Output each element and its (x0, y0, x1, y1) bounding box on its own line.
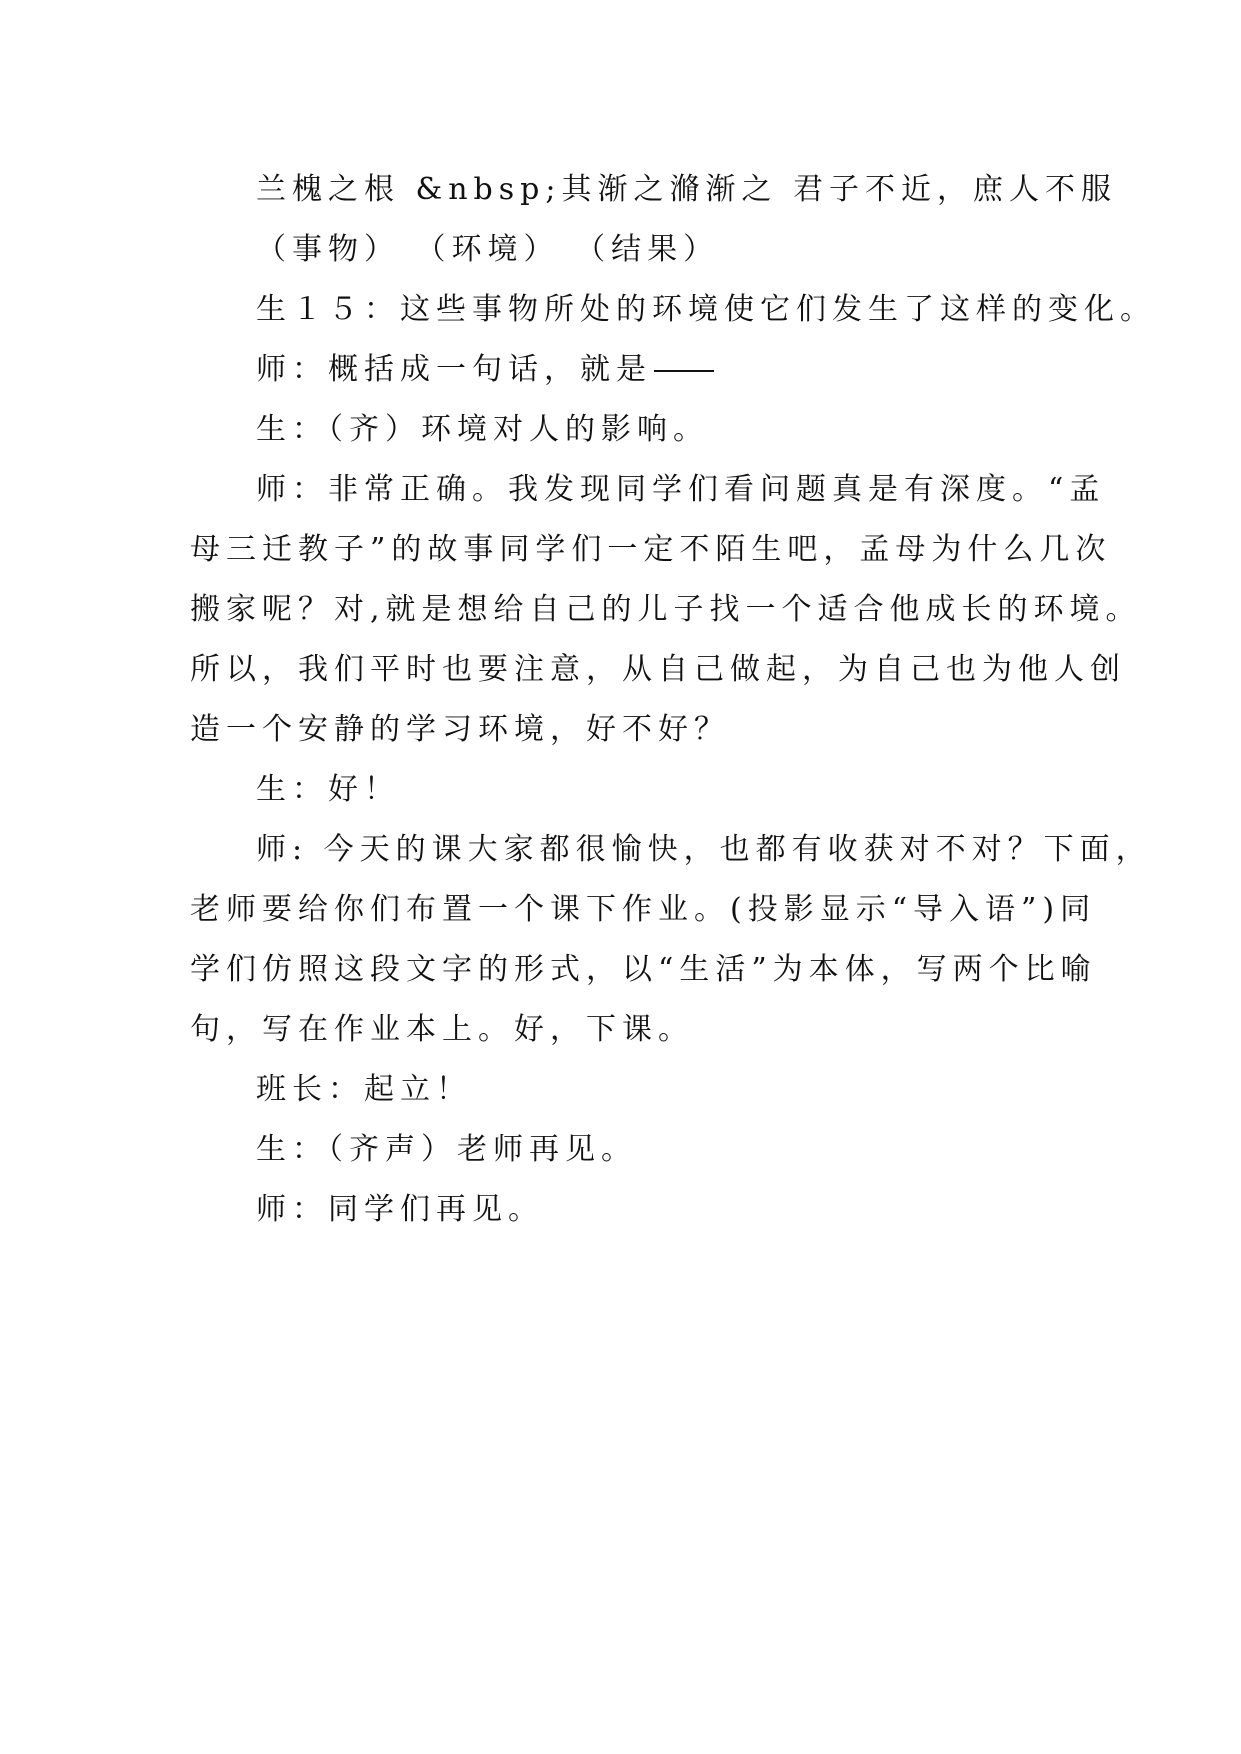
text-line: 生：（齐声）老师再见。 (256, 1132, 637, 1167)
text-line: 老师要给你们布置一个课下作业。(投影显示“导入语”)同 (190, 892, 1097, 927)
text-line: 句，写在作业本上。好，下课。 (190, 1012, 694, 1047)
text-line: 搬家呢？对,就是想给自己的儿子找一个适合他成长的环境。 (190, 592, 1142, 627)
text-line: 母三迁教子”的故事同学们一定不陌生吧，孟母为什么几次 (190, 532, 1112, 567)
document-body (190, 160, 1156, 1240)
text-line: 班长：起立！ (256, 1072, 472, 1107)
text-line: 所以，我们平时也要注意，从自己做起，为自己也为他人创 (190, 652, 1126, 687)
em-dash-rule (654, 370, 714, 372)
text-line: 生：（齐）环境对人的影响。 (256, 412, 709, 447)
text-line: 师：概括成一句话，就是 (256, 352, 652, 387)
text-line: 生：好！ (256, 772, 400, 807)
text-line: 师：非常正确。我发现同学们看问题真是有深度。“孟 (256, 472, 1106, 507)
text-line: 师：同学们再见。 (256, 1192, 544, 1227)
text-line: （事物） （环境） （结果） (256, 232, 720, 267)
text-line: 造一个安静的学习环境，好不好？ (190, 712, 730, 747)
text-line: 学们仿照这段文字的形式，以“生活”为本体，写两个比喻 (190, 952, 1097, 987)
text-line: 生１５：这些事物所处的环境使它们发生了这样的变化。 (256, 292, 1156, 327)
text-line: 师: 今天的课大家都很愉快，也都有收获对不对？下面， (256, 832, 1152, 867)
text-line: 兰槐之根 &nbsp;其渐之滫渐之 君子不近，庶人不服 (256, 172, 1118, 207)
text-line-with-dash (190, 340, 1090, 400)
